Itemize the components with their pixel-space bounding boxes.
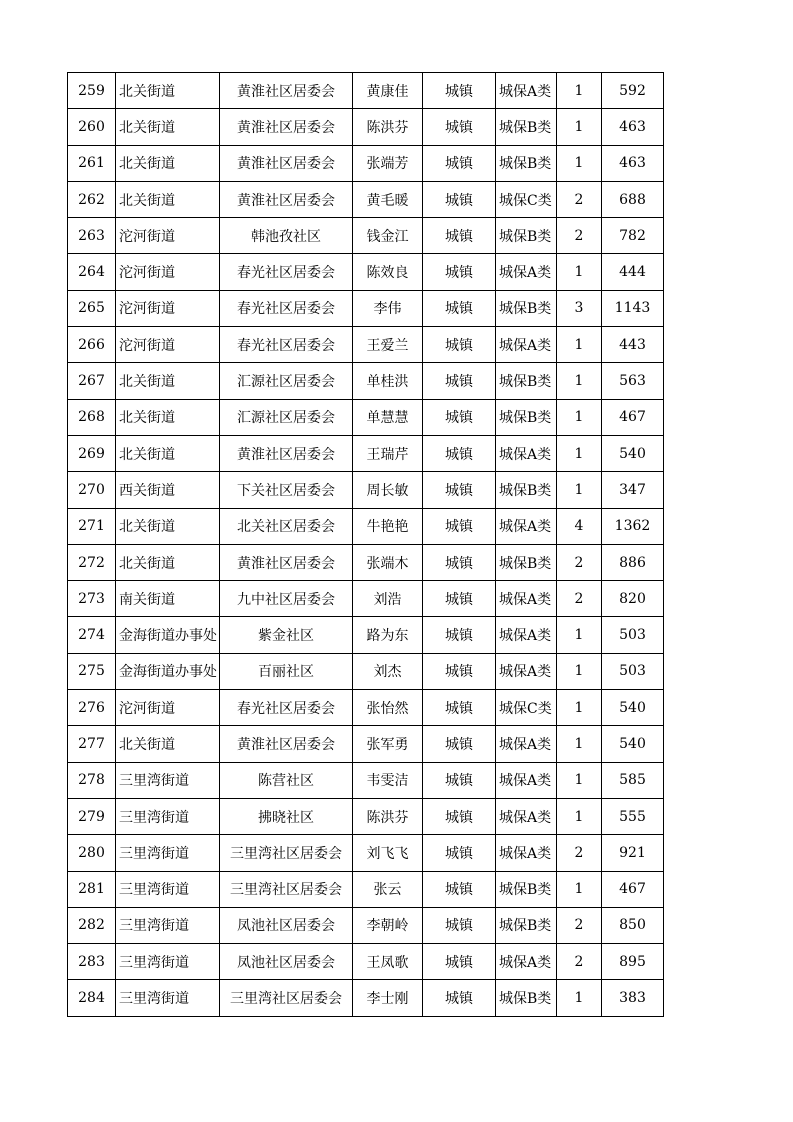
household-count-cell: 1 bbox=[557, 762, 602, 798]
table-row bbox=[68, 544, 664, 580]
community-cell: 春光社区居委会 bbox=[220, 254, 353, 290]
street-office-cell: 南关街道 bbox=[116, 581, 220, 617]
community-cell: 拂晓社区 bbox=[220, 798, 353, 834]
household-count-cell: 2 bbox=[557, 544, 602, 580]
household-count-cell: 1 bbox=[557, 109, 602, 145]
community-cell: 黄淮社区居委会 bbox=[220, 544, 353, 580]
amount-cell: 1143 bbox=[602, 290, 664, 326]
area-type-cell: 城镇 bbox=[423, 835, 496, 871]
community-cell: 黄淮社区居委会 bbox=[220, 435, 353, 471]
amount-cell: 782 bbox=[602, 218, 664, 254]
area-type-cell: 城镇 bbox=[423, 508, 496, 544]
insurance-category-cell: 城保B类 bbox=[496, 399, 557, 435]
table-row bbox=[68, 145, 664, 181]
household-count-cell: 1 bbox=[557, 472, 602, 508]
row-number-cell: 275 bbox=[68, 653, 116, 689]
table-row bbox=[68, 944, 664, 980]
amount-cell: 555 bbox=[602, 798, 664, 834]
row-number-cell: 283 bbox=[68, 944, 116, 980]
street-office-cell: 三里湾街道 bbox=[116, 907, 220, 943]
household-count-cell: 4 bbox=[557, 508, 602, 544]
amount-cell: 467 bbox=[602, 871, 664, 907]
person-name-cell: 黄毛暖 bbox=[353, 181, 423, 217]
row-number-cell: 271 bbox=[68, 508, 116, 544]
community-cell: 春光社区居委会 bbox=[220, 290, 353, 326]
table-row bbox=[68, 363, 664, 399]
street-office-cell: 沱河街道 bbox=[116, 218, 220, 254]
person-name-cell: 韦雯洁 bbox=[353, 762, 423, 798]
insurance-category-cell: 城保A类 bbox=[496, 835, 557, 871]
community-cell: 凤池社区居委会 bbox=[220, 944, 353, 980]
street-office-cell: 北关街道 bbox=[116, 508, 220, 544]
community-cell: 汇源社区居委会 bbox=[220, 399, 353, 435]
area-type-cell: 城镇 bbox=[423, 109, 496, 145]
row-number-cell: 284 bbox=[68, 980, 116, 1016]
community-cell: 春光社区居委会 bbox=[220, 690, 353, 726]
insurance-category-cell: 城保B类 bbox=[496, 145, 557, 181]
row-number-cell: 259 bbox=[68, 73, 116, 109]
street-office-cell: 北关街道 bbox=[116, 544, 220, 580]
household-count-cell: 2 bbox=[557, 218, 602, 254]
row-number-cell: 280 bbox=[68, 835, 116, 871]
street-office-cell: 三里湾街道 bbox=[116, 980, 220, 1016]
insurance-category-cell: 城保A类 bbox=[496, 254, 557, 290]
household-count-cell: 1 bbox=[557, 327, 602, 363]
table-row bbox=[68, 472, 664, 508]
table-row bbox=[68, 435, 664, 471]
street-office-cell: 北关街道 bbox=[116, 181, 220, 217]
community-cell: 黄淮社区居委会 bbox=[220, 181, 353, 217]
row-number-cell: 270 bbox=[68, 472, 116, 508]
area-type-cell: 城镇 bbox=[423, 399, 496, 435]
person-name-cell: 牛艳艳 bbox=[353, 508, 423, 544]
area-type-cell: 城镇 bbox=[423, 581, 496, 617]
street-office-cell: 沱河街道 bbox=[116, 254, 220, 290]
row-number-cell: 278 bbox=[68, 762, 116, 798]
amount-cell: 383 bbox=[602, 980, 664, 1016]
area-type-cell: 城镇 bbox=[423, 617, 496, 653]
insurance-category-cell: 城保A类 bbox=[496, 327, 557, 363]
person-name-cell: 钱金江 bbox=[353, 218, 423, 254]
row-number-cell: 273 bbox=[68, 581, 116, 617]
insurance-category-cell: 城保A类 bbox=[496, 435, 557, 471]
household-count-cell: 3 bbox=[557, 290, 602, 326]
table-row bbox=[68, 653, 664, 689]
table-row bbox=[68, 726, 664, 762]
area-type-cell: 城镇 bbox=[423, 798, 496, 834]
insurance-category-cell: 城保B类 bbox=[496, 871, 557, 907]
person-name-cell: 陈效良 bbox=[353, 254, 423, 290]
table-row bbox=[68, 835, 664, 871]
insurance-category-cell: 城保A类 bbox=[496, 798, 557, 834]
insurance-category-cell: 城保B类 bbox=[496, 218, 557, 254]
area-type-cell: 城镇 bbox=[423, 653, 496, 689]
amount-cell: 443 bbox=[602, 327, 664, 363]
person-name-cell: 张端木 bbox=[353, 544, 423, 580]
household-count-cell: 1 bbox=[557, 399, 602, 435]
insurance-category-cell: 城保A类 bbox=[496, 726, 557, 762]
person-name-cell: 陈洪芬 bbox=[353, 798, 423, 834]
street-office-cell: 三里湾街道 bbox=[116, 871, 220, 907]
street-office-cell: 北关街道 bbox=[116, 109, 220, 145]
amount-cell: 886 bbox=[602, 544, 664, 580]
insurance-category-cell: 城保A类 bbox=[496, 73, 557, 109]
amount-cell: 444 bbox=[602, 254, 664, 290]
row-number-cell: 279 bbox=[68, 798, 116, 834]
community-cell: 春光社区居委会 bbox=[220, 327, 353, 363]
household-count-cell: 2 bbox=[557, 907, 602, 943]
row-number-cell: 277 bbox=[68, 726, 116, 762]
community-cell: 九中社区居委会 bbox=[220, 581, 353, 617]
person-name-cell: 王瑞芹 bbox=[353, 435, 423, 471]
table-row bbox=[68, 762, 664, 798]
person-name-cell: 刘杰 bbox=[353, 653, 423, 689]
household-count-cell: 1 bbox=[557, 363, 602, 399]
area-type-cell: 城镇 bbox=[423, 472, 496, 508]
person-name-cell: 张云 bbox=[353, 871, 423, 907]
table-row bbox=[68, 581, 664, 617]
insurance-category-cell: 城保A类 bbox=[496, 508, 557, 544]
area-type-cell: 城镇 bbox=[423, 690, 496, 726]
amount-cell: 592 bbox=[602, 73, 664, 109]
community-cell: 北关社区居委会 bbox=[220, 508, 353, 544]
amount-cell: 895 bbox=[602, 944, 664, 980]
insurance-category-cell: 城保A类 bbox=[496, 944, 557, 980]
household-count-cell: 1 bbox=[557, 145, 602, 181]
community-cell: 黄淮社区居委会 bbox=[220, 73, 353, 109]
area-type-cell: 城镇 bbox=[423, 290, 496, 326]
street-office-cell: 北关街道 bbox=[116, 363, 220, 399]
table-row bbox=[68, 907, 664, 943]
person-name-cell: 刘飞飞 bbox=[353, 835, 423, 871]
household-count-cell: 2 bbox=[557, 181, 602, 217]
table-row bbox=[68, 218, 664, 254]
household-count-cell: 1 bbox=[557, 871, 602, 907]
table-row bbox=[68, 181, 664, 217]
insurance-category-cell: 城保B类 bbox=[496, 290, 557, 326]
insurance-category-cell: 城保C类 bbox=[496, 690, 557, 726]
street-office-cell: 三里湾街道 bbox=[116, 944, 220, 980]
person-name-cell: 路为东 bbox=[353, 617, 423, 653]
row-number-cell: 281 bbox=[68, 871, 116, 907]
street-office-cell: 北关街道 bbox=[116, 73, 220, 109]
person-name-cell: 张怡然 bbox=[353, 690, 423, 726]
area-type-cell: 城镇 bbox=[423, 907, 496, 943]
community-cell: 三里湾社区居委会 bbox=[220, 835, 353, 871]
person-name-cell: 王凤歌 bbox=[353, 944, 423, 980]
insurance-category-cell: 城保B类 bbox=[496, 472, 557, 508]
person-name-cell: 张端芳 bbox=[353, 145, 423, 181]
amount-cell: 540 bbox=[602, 690, 664, 726]
row-number-cell: 265 bbox=[68, 290, 116, 326]
table-row bbox=[68, 617, 664, 653]
area-type-cell: 城镇 bbox=[423, 762, 496, 798]
row-number-cell: 269 bbox=[68, 435, 116, 471]
area-type-cell: 城镇 bbox=[423, 327, 496, 363]
roster-table bbox=[67, 72, 664, 1017]
amount-cell: 563 bbox=[602, 363, 664, 399]
street-office-cell: 三里湾街道 bbox=[116, 798, 220, 834]
household-count-cell: 1 bbox=[557, 617, 602, 653]
table-row bbox=[68, 871, 664, 907]
street-office-cell: 西关街道 bbox=[116, 472, 220, 508]
person-name-cell: 黄康佳 bbox=[353, 73, 423, 109]
table-row bbox=[68, 109, 664, 145]
person-name-cell: 陈洪芬 bbox=[353, 109, 423, 145]
table-row bbox=[68, 399, 664, 435]
row-number-cell: 268 bbox=[68, 399, 116, 435]
insurance-category-cell: 城保B类 bbox=[496, 363, 557, 399]
street-office-cell: 北关街道 bbox=[116, 726, 220, 762]
amount-cell: 1362 bbox=[602, 508, 664, 544]
area-type-cell: 城镇 bbox=[423, 980, 496, 1016]
street-office-cell: 金海街道办事处 bbox=[116, 617, 220, 653]
table-row bbox=[68, 73, 664, 109]
street-office-cell: 沱河街道 bbox=[116, 690, 220, 726]
amount-cell: 820 bbox=[602, 581, 664, 617]
insurance-category-cell: 城保A类 bbox=[496, 581, 557, 617]
amount-cell: 921 bbox=[602, 835, 664, 871]
row-number-cell: 266 bbox=[68, 327, 116, 363]
row-number-cell: 274 bbox=[68, 617, 116, 653]
area-type-cell: 城镇 bbox=[423, 363, 496, 399]
household-count-cell: 1 bbox=[557, 690, 602, 726]
street-office-cell: 三里湾街道 bbox=[116, 762, 220, 798]
person-name-cell: 李朝岭 bbox=[353, 907, 423, 943]
household-count-cell: 2 bbox=[557, 835, 602, 871]
amount-cell: 540 bbox=[602, 726, 664, 762]
street-office-cell: 北关街道 bbox=[116, 399, 220, 435]
community-cell: 三里湾社区居委会 bbox=[220, 980, 353, 1016]
street-office-cell: 沱河街道 bbox=[116, 327, 220, 363]
amount-cell: 467 bbox=[602, 399, 664, 435]
insurance-category-cell: 城保B类 bbox=[496, 907, 557, 943]
amount-cell: 463 bbox=[602, 145, 664, 181]
person-name-cell: 单桂洪 bbox=[353, 363, 423, 399]
area-type-cell: 城镇 bbox=[423, 145, 496, 181]
insurance-category-cell: 城保C类 bbox=[496, 181, 557, 217]
street-office-cell: 三里湾街道 bbox=[116, 835, 220, 871]
amount-cell: 347 bbox=[602, 472, 664, 508]
table-row bbox=[68, 690, 664, 726]
table-row bbox=[68, 798, 664, 834]
insurance-category-cell: 城保B类 bbox=[496, 109, 557, 145]
household-count-cell: 1 bbox=[557, 435, 602, 471]
row-number-cell: 260 bbox=[68, 109, 116, 145]
row-number-cell: 282 bbox=[68, 907, 116, 943]
community-cell: 下关社区居委会 bbox=[220, 472, 353, 508]
household-count-cell: 1 bbox=[557, 798, 602, 834]
community-cell: 紫金社区 bbox=[220, 617, 353, 653]
area-type-cell: 城镇 bbox=[423, 73, 496, 109]
area-type-cell: 城镇 bbox=[423, 435, 496, 471]
area-type-cell: 城镇 bbox=[423, 181, 496, 217]
person-name-cell: 王爱兰 bbox=[353, 327, 423, 363]
insurance-category-cell: 城保A类 bbox=[496, 653, 557, 689]
amount-cell: 585 bbox=[602, 762, 664, 798]
household-count-cell: 1 bbox=[557, 726, 602, 762]
person-name-cell: 张军勇 bbox=[353, 726, 423, 762]
insurance-category-cell: 城保A类 bbox=[496, 617, 557, 653]
household-count-cell: 1 bbox=[557, 980, 602, 1016]
person-name-cell: 周长敏 bbox=[353, 472, 423, 508]
household-count-cell: 2 bbox=[557, 581, 602, 617]
household-count-cell: 2 bbox=[557, 944, 602, 980]
area-type-cell: 城镇 bbox=[423, 254, 496, 290]
community-cell: 韩池孜社区 bbox=[220, 218, 353, 254]
insurance-category-cell: 城保B类 bbox=[496, 544, 557, 580]
amount-cell: 503 bbox=[602, 617, 664, 653]
row-number-cell: 267 bbox=[68, 363, 116, 399]
area-type-cell: 城镇 bbox=[423, 944, 496, 980]
area-type-cell: 城镇 bbox=[423, 544, 496, 580]
amount-cell: 540 bbox=[602, 435, 664, 471]
area-type-cell: 城镇 bbox=[423, 218, 496, 254]
amount-cell: 688 bbox=[602, 181, 664, 217]
street-office-cell: 北关街道 bbox=[116, 435, 220, 471]
table-row bbox=[68, 327, 664, 363]
street-office-cell: 沱河街道 bbox=[116, 290, 220, 326]
table-row bbox=[68, 508, 664, 544]
table-row bbox=[68, 254, 664, 290]
person-name-cell: 刘浩 bbox=[353, 581, 423, 617]
row-number-cell: 263 bbox=[68, 218, 116, 254]
community-cell: 百丽社区 bbox=[220, 653, 353, 689]
amount-cell: 463 bbox=[602, 109, 664, 145]
insurance-category-cell: 城保B类 bbox=[496, 980, 557, 1016]
amount-cell: 503 bbox=[602, 653, 664, 689]
person-name-cell: 单慧慧 bbox=[353, 399, 423, 435]
insurance-category-cell: 城保A类 bbox=[496, 762, 557, 798]
household-count-cell: 1 bbox=[557, 653, 602, 689]
person-name-cell: 李伟 bbox=[353, 290, 423, 326]
community-cell: 凤池社区居委会 bbox=[220, 907, 353, 943]
community-cell: 汇源社区居委会 bbox=[220, 363, 353, 399]
person-name-cell: 李士刚 bbox=[353, 980, 423, 1016]
table-row bbox=[68, 980, 664, 1016]
community-cell: 黄淮社区居委会 bbox=[220, 145, 353, 181]
area-type-cell: 城镇 bbox=[423, 871, 496, 907]
amount-cell: 850 bbox=[602, 907, 664, 943]
roster-body bbox=[68, 73, 664, 1017]
row-number-cell: 262 bbox=[68, 181, 116, 217]
community-cell: 黄淮社区居委会 bbox=[220, 726, 353, 762]
row-number-cell: 264 bbox=[68, 254, 116, 290]
area-type-cell: 城镇 bbox=[423, 726, 496, 762]
row-number-cell: 261 bbox=[68, 145, 116, 181]
street-office-cell: 金海街道办事处 bbox=[116, 653, 220, 689]
community-cell: 黄淮社区居委会 bbox=[220, 109, 353, 145]
household-count-cell: 1 bbox=[557, 73, 602, 109]
household-count-cell: 1 bbox=[557, 254, 602, 290]
table-row bbox=[68, 290, 664, 326]
row-number-cell: 272 bbox=[68, 544, 116, 580]
community-cell: 三里湾社区居委会 bbox=[220, 871, 353, 907]
street-office-cell: 北关街道 bbox=[116, 145, 220, 181]
row-number-cell: 276 bbox=[68, 690, 116, 726]
community-cell: 陈营社区 bbox=[220, 762, 353, 798]
